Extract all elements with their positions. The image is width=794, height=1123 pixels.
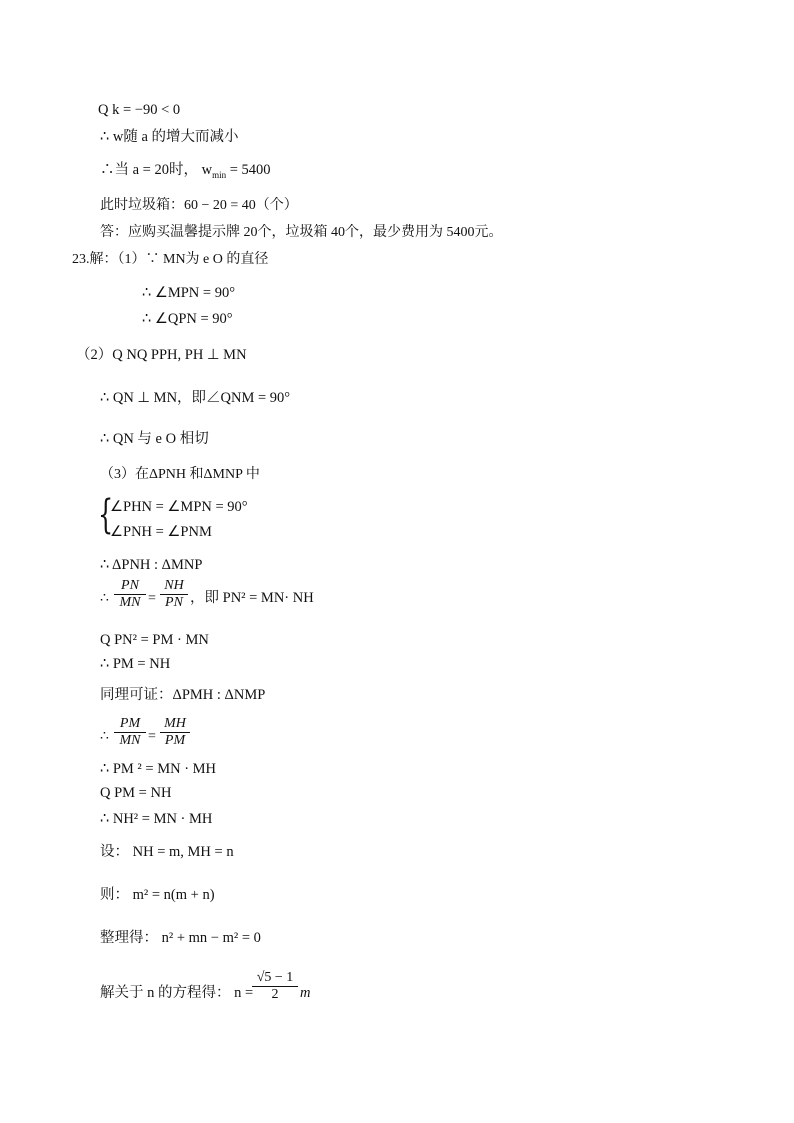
fraction-pn-mn-numerator: PN	[121, 578, 139, 593]
fraction-nh-pn-numerator: NH	[164, 578, 184, 593]
line-tangent: ∴ QN 与 e O 相切	[100, 431, 209, 447]
fraction-sqrt5-minus-1-over-2	[252, 970, 298, 1003]
fraction-sqrt5-denominator: 2	[252, 986, 298, 1003]
line-trash-bins: 此时垃圾箱：60 − 20 = 40（个）	[100, 198, 298, 213]
line-ratio-1-tail: ，即 PN² = MN· NH	[190, 590, 314, 606]
line-pm-eq-nh: ∴ PM = NH	[100, 656, 171, 672]
line-answer: 答：应购买温馨提示牌 20个，垃圾箱 40个，最少费用为 5400元。	[100, 225, 503, 240]
line-system-2: ∠PNH = ∠PNM	[110, 524, 212, 540]
fraction-mh-pm-numerator: MH	[164, 716, 186, 731]
line-min-cost-tail: = 5400	[226, 162, 271, 178]
line-solve-tail: m	[300, 985, 311, 1001]
line-ratio-2-eq: =	[148, 729, 156, 744]
line-simplify: 整理得： n² + mn − m² = 0	[100, 930, 261, 946]
line-system-1: ∠PHN = ∠MPN = 90°	[110, 499, 248, 515]
line-min-cost-sub: min	[212, 169, 227, 180]
line-min-cost	[100, 161, 271, 184]
line-k-negative: Q k = −90 < 0	[98, 102, 181, 118]
fraction-mh-pm	[160, 716, 190, 749]
line-q23-part1: 23.解：（1）∵ MN为 e O 的直径	[72, 252, 269, 267]
fraction-pm-mn-denominator: MN	[114, 732, 146, 749]
line-ratio-1-pre: ∴	[100, 591, 109, 606]
system-brace: {	[98, 492, 114, 538]
fraction-pm-mn-numerator: PM	[119, 716, 141, 731]
line-similar-1: ∴ ΔPNH : ΔMNP	[100, 557, 203, 573]
line-angle-qpn: ∴ ∠QPN = 90°	[142, 311, 233, 327]
line-let: 设： NH = m, MH = n	[100, 844, 234, 860]
line-solve-pre: 解关于 n 的方程得： n =	[100, 985, 254, 1001]
fraction-pn-mn-denominator: MN	[114, 594, 146, 611]
line-qn-perp: ∴ QN ⊥ MN，即∠QNM = 90°	[100, 390, 291, 406]
line-part3: （3）在ΔPNH 和ΔMNP 中	[100, 467, 260, 482]
line-pm-squared: ∴ PM ² = MN · MH	[100, 761, 217, 777]
line-min-cost-head: ∴当 a = 20时， w	[100, 162, 213, 178]
line-ratio-1-eq: =	[148, 591, 156, 606]
fraction-mh-pm-denominator: PM	[160, 732, 190, 749]
line-similar-2: 同理可证：ΔPMH : ΔNMP	[100, 687, 266, 703]
line-nh-squared: ∴ NH² = MN · MH	[100, 811, 213, 827]
line-angle-mpn: ∴ ∠MPN = 90°	[142, 285, 236, 301]
fraction-pn-mn	[114, 578, 146, 611]
line-ratio-2-pre: ∴	[100, 729, 109, 744]
line-pn-squared: Q PN² = PM · MN	[100, 632, 209, 648]
line-part2: （2）Q NQ PPH, PH ⊥ MN	[76, 347, 247, 363]
line-pm-eq-nh-2: Q PM = NH	[100, 785, 172, 801]
fraction-pm-mn	[114, 716, 146, 749]
fraction-sqrt5-numerator: √5 − 1	[256, 970, 294, 985]
fraction-nh-pn	[160, 578, 188, 611]
line-then: 则： m² = n(m + n)	[100, 887, 215, 903]
fraction-nh-pn-denominator: PN	[160, 594, 188, 611]
line-w-decreasing: ∴ w随 a 的增大而减小	[100, 129, 239, 145]
